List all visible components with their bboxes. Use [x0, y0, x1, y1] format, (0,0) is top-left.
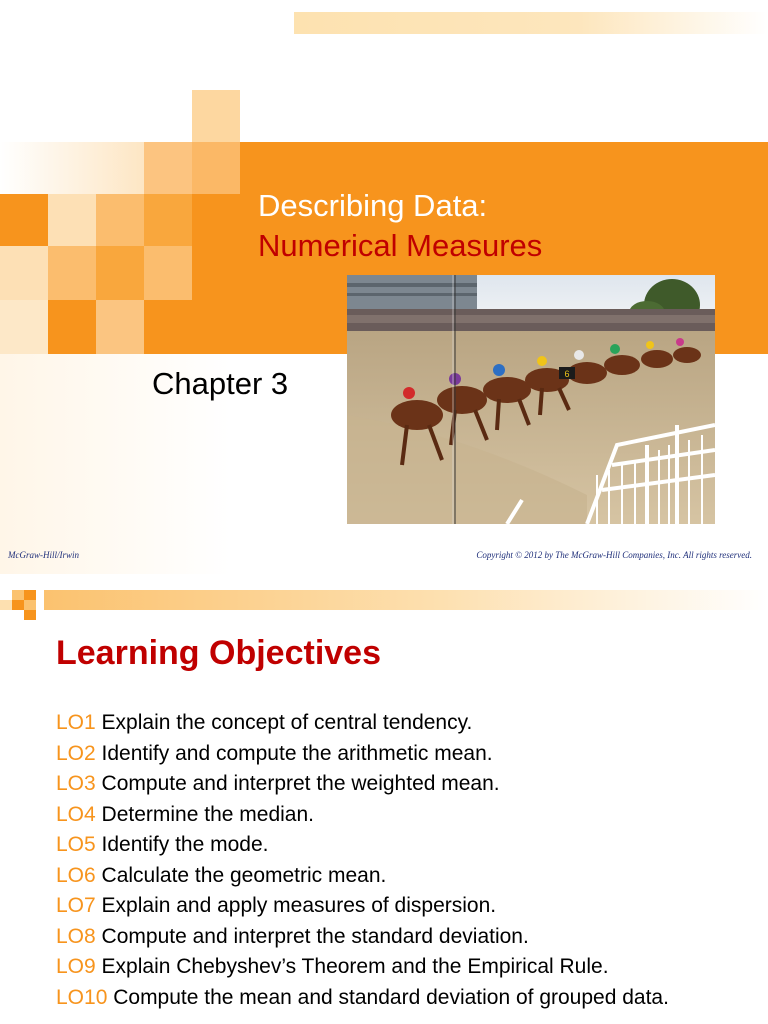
publisher-label: McGraw-Hill/Irwin — [8, 550, 79, 560]
objective-text: Explain Chebyshev’s Theorem and the Empirical Rule. — [101, 955, 609, 978]
objective-code: LO4 — [56, 802, 96, 826]
top-accent-bar — [44, 590, 768, 610]
objective-code: LO3 — [56, 772, 96, 795]
top-accent-bar — [294, 12, 768, 34]
objective-text: Explain the concept of central tendency. — [101, 711, 473, 734]
list-item — [56, 952, 746, 983]
list-item — [56, 739, 746, 770]
objective-text: Compute and interpret the standard deviation. — [101, 924, 529, 948]
list-item — [56, 769, 746, 800]
copyright-notice: Copyright © 2012 by The McGraw-Hill Companies, Inc. All rights reserved. — [476, 550, 752, 560]
list-item — [56, 891, 746, 922]
objective-text: Explain and apply measures of dispersion. — [101, 894, 497, 917]
list-item — [56, 800, 746, 831]
objectives-list — [56, 708, 746, 1013]
learning-objectives-slide — [0, 590, 768, 1024]
slide-title-line1: Describing Data: — [258, 188, 488, 223]
list-item — [56, 922, 746, 953]
slide-title-line2: Numerical Measures — [258, 228, 543, 263]
chapter-label: Chapter 3 — [152, 366, 289, 401]
objective-text: Determine the median. — [101, 802, 314, 826]
objective-code: LO9 — [56, 955, 96, 978]
objective-code: LO5 — [56, 833, 96, 856]
list-item — [56, 708, 746, 739]
objective-code: LO6 — [56, 863, 96, 887]
objective-code: LO1 — [56, 711, 96, 734]
list-item — [56, 830, 746, 861]
objective-code: LO10 — [56, 985, 108, 1009]
slide-title: Learning Objectives — [56, 634, 381, 672]
objective-text: Identify the mode. — [101, 833, 269, 856]
objective-text: Calculate the geometric mean. — [101, 863, 387, 887]
list-item — [56, 861, 746, 892]
horse-number-label: 6 — [564, 369, 570, 379]
objective-text: Identify and compute the arithmetic mean. — [101, 741, 493, 765]
objective-code: LO2 — [56, 741, 96, 765]
objective-code: LO7 — [56, 894, 96, 917]
horse-race-photo — [347, 275, 715, 524]
objective-text: Compute the mean and standard deviation of grouped data. — [113, 985, 669, 1009]
list-item — [56, 983, 746, 1014]
objective-code: LO8 — [56, 924, 96, 948]
objective-text: Compute and interpret the weighted mean. — [101, 772, 500, 795]
